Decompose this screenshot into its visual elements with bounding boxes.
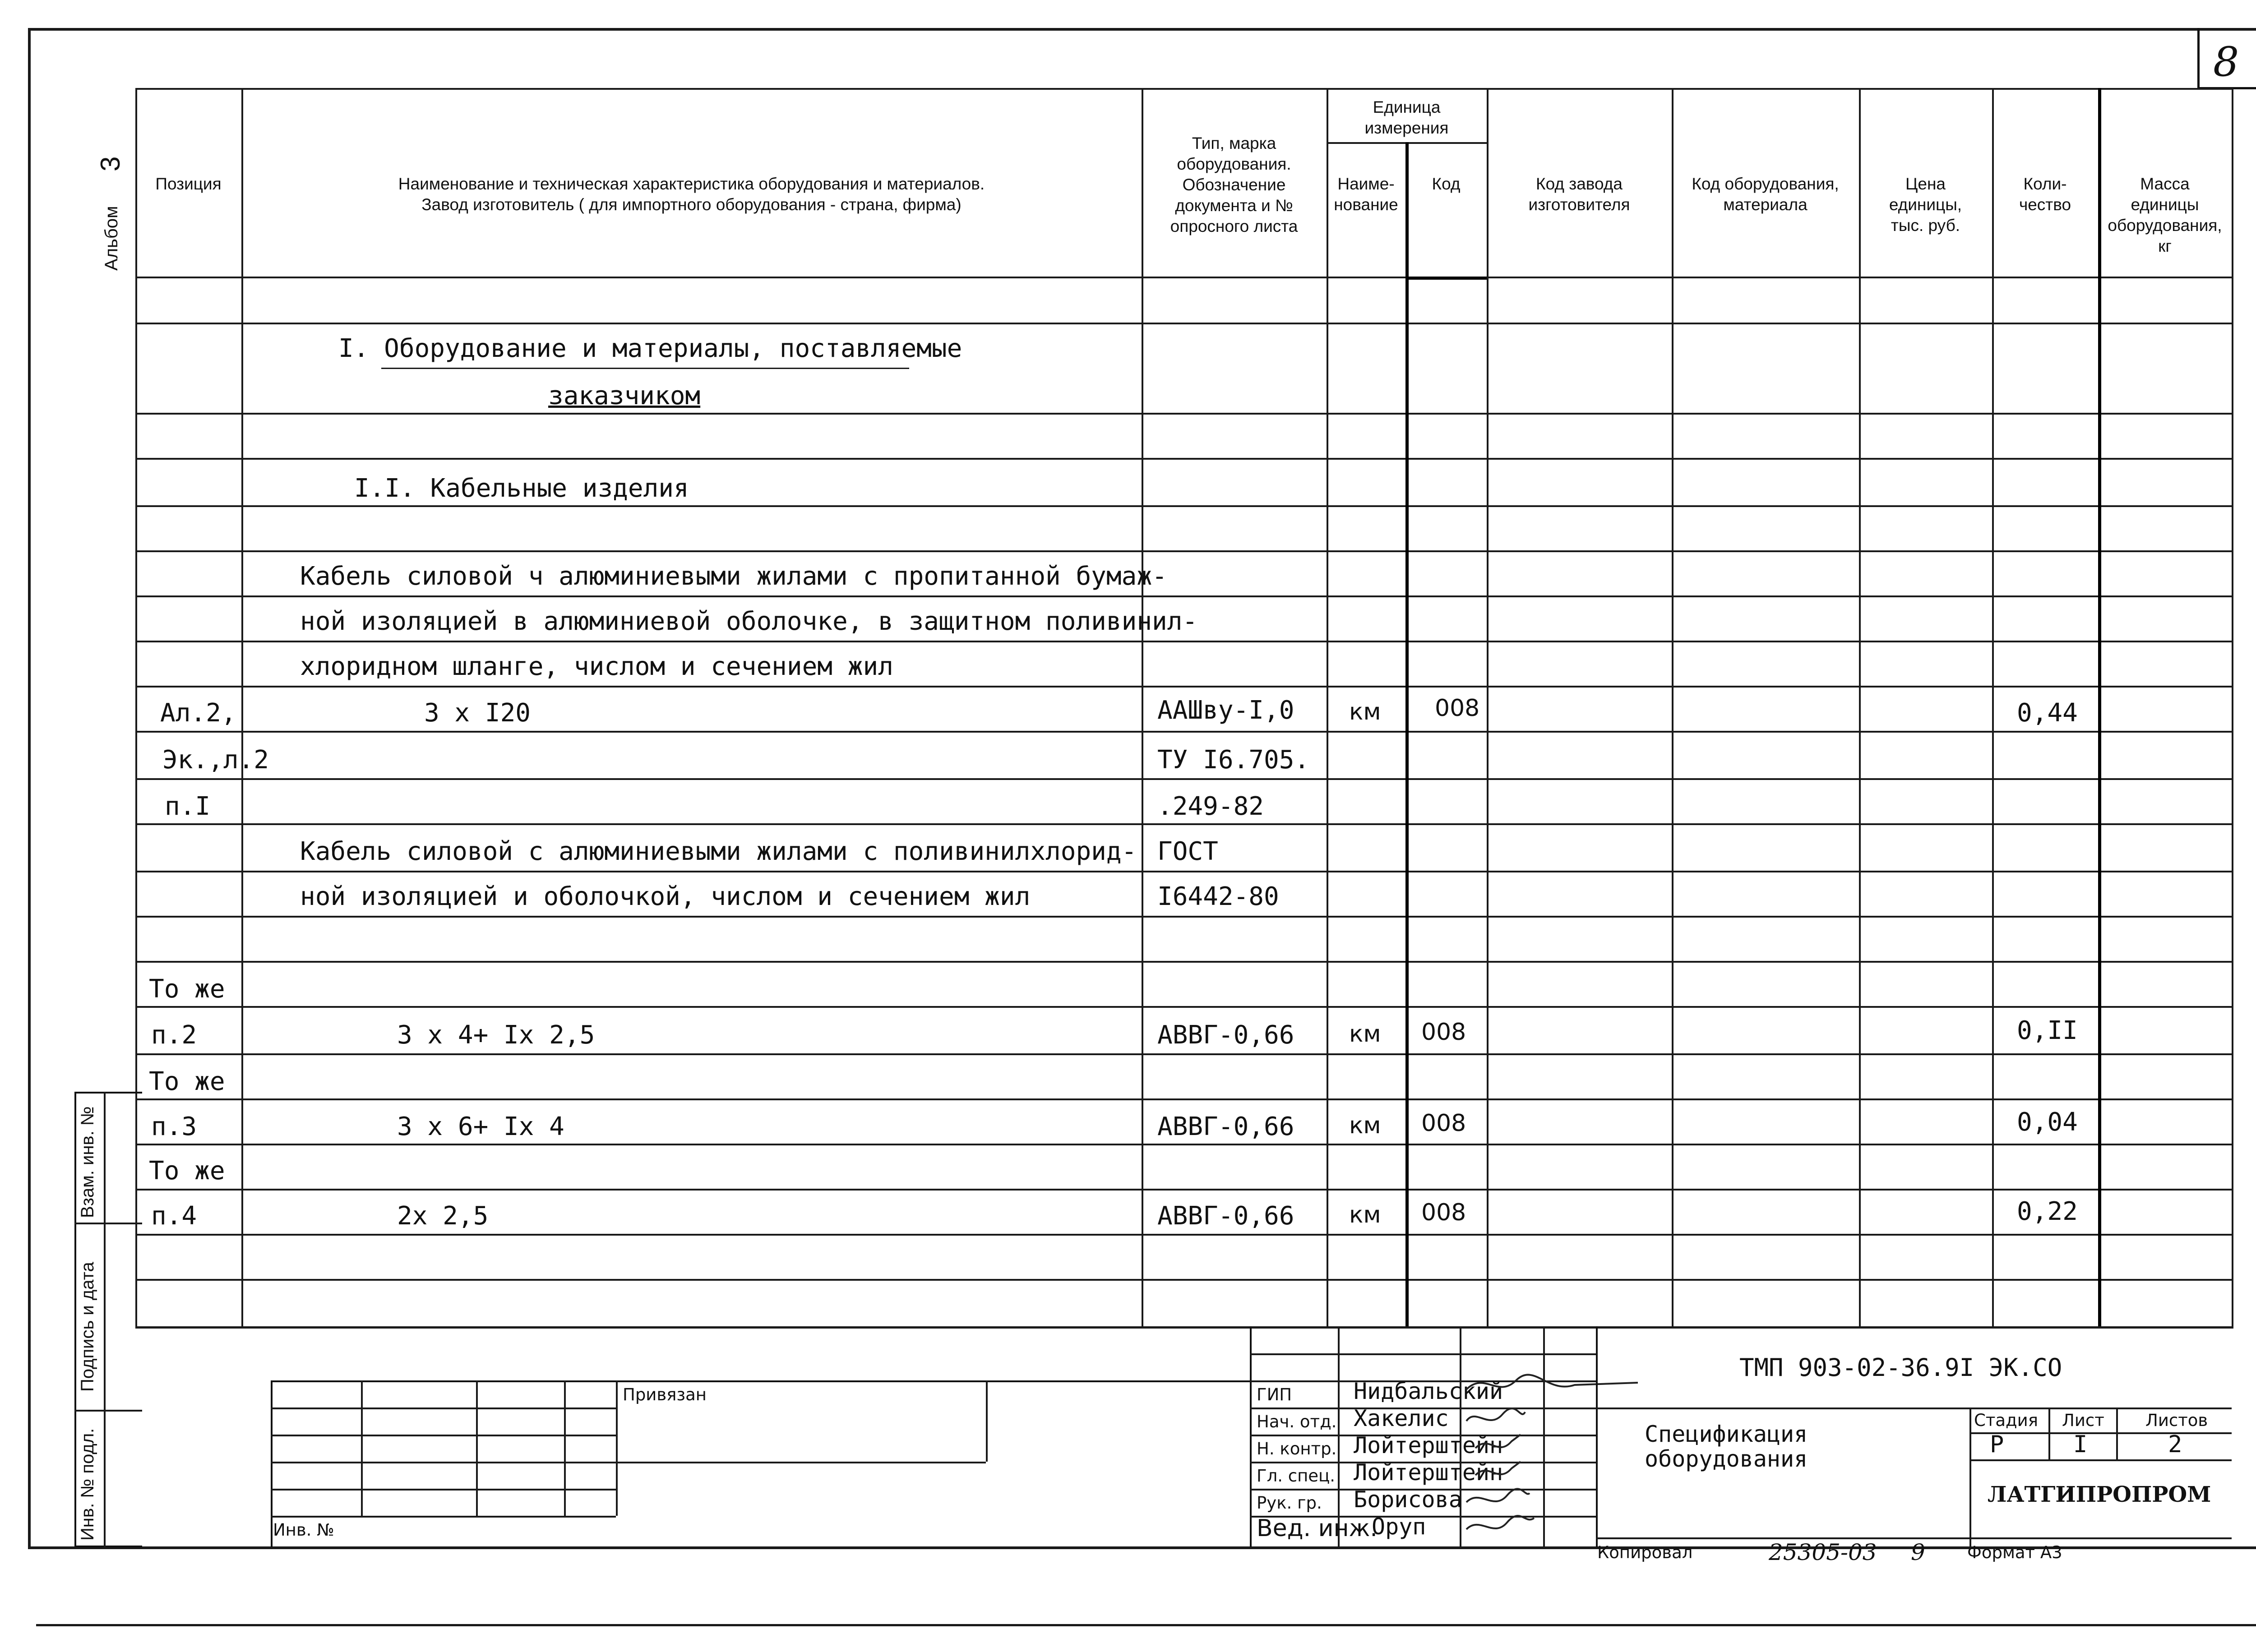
row-line [135,550,2233,552]
signature-mark [1466,1489,1530,1502]
signer-name: Оруп [1372,1514,1426,1540]
row-type: ТУ I6.705. [1157,745,1310,775]
side-label-inv-podl: Инв. № подл. [78,1428,97,1541]
cable1-desc-3: хлоридном шланге, числом и сечением жил [300,652,893,681]
row-code: 008 [1421,1199,1466,1226]
row-line [135,916,2233,918]
row-line [135,731,2233,733]
header-mass: Масса единицы оборудования, кг [2108,175,2222,255]
row-position: п.3 [151,1112,197,1141]
row-line [135,1189,2233,1191]
row-quantity: 0,22 [2017,1197,2078,1226]
header-bottom-line [135,277,2233,278]
row-position: Эк.,л.2 [162,745,269,775]
row-line [135,778,2233,780]
header-unit-name: Наиме- нование [1334,175,1398,214]
document-code: ТМП 903-02-36.9I ЭК.СО [1739,1353,2062,1382]
row-type: АВВГ-0,66 [1157,1020,1294,1050]
header-price: Цена единицы, тыс. руб. [1889,175,1962,235]
privyazan-grid-line [986,1380,988,1462]
table-top-line [135,88,2233,90]
header-quantity: Коли- чество [2019,175,2071,214]
row-unit: км [1349,698,1381,725]
row-position: То же [149,1067,225,1096]
row-name: 3 x I20 [424,698,531,728]
col-line [1672,88,1674,1326]
row-line [135,1053,2233,1055]
format-label: Формат А3 [1967,1543,2062,1562]
signer-name: Лойтерштейн [1354,1432,1503,1458]
row-line [135,686,2233,688]
role-label: Вед. инж. [1257,1515,1378,1542]
title-block-line [2116,1407,2118,1459]
row-line [135,641,2233,642]
side-stamp-divider [104,1092,106,1547]
album-label: Альбом [102,206,121,271]
signature-mark [1475,1462,1521,1475]
header-name: Наименование и техническая характеристика оборудования и материалов. Завод изготовитель ( для импортного оборудования - страна, фирма) [398,175,985,214]
sheet-label: Лист [2062,1411,2104,1430]
role-label: Рук. гр. [1257,1493,1322,1513]
copied-label: Копировал [1597,1543,1693,1562]
sig-grid-line [1338,1326,1340,1547]
row-type: АВВГ-0,66 [1157,1112,1294,1141]
row-line [135,1279,2233,1281]
privyazan-grid-line [361,1380,363,1516]
row-position: То же [149,974,225,1004]
role-label: ГИП [1257,1385,1292,1404]
privyazan-label: Привязан [623,1385,707,1404]
album-number: 3 [95,156,125,171]
sheet-number: 8 [2213,38,2239,86]
col-line [1992,88,1994,1326]
signer-name: Хакелис [1354,1405,1449,1431]
row-line [135,323,2233,324]
header-equipment-code: Код оборудования, материала [1692,175,1839,214]
privyazan-grid-line [564,1380,566,1516]
cable2-desc-2: ной изоляцией и оболочкой, числом и сечением жил [300,882,1031,911]
sig-grid-line [1250,1353,1597,1355]
row-line [135,1006,2233,1008]
col-line [241,88,243,1326]
inv-no-label: Инв. № [273,1520,334,1540]
signature-mark [1466,1516,1534,1529]
privyazan-grid-line [476,1380,478,1516]
stage-value: Р [1990,1431,2004,1458]
row-line [135,1144,2233,1145]
signature-mark [1475,1435,1521,1448]
privyazan-block [271,1380,1250,1547]
col-line [1142,88,1143,1326]
privyazan-grid-line [271,1516,616,1518]
col-line [2098,88,2101,1326]
row-type: ААШву-I,0 [1157,696,1294,725]
col-line [1859,88,1861,1326]
signer-name: Нидбальский [1354,1378,1503,1404]
title-block-line [1969,1407,1971,1547]
row-position: п.4 [151,1201,197,1231]
header-position: Позиция [155,175,222,193]
header-unit-code: Код [1432,175,1461,193]
side-stamp-line [74,1223,142,1224]
role-label: Нач. отд. [1257,1412,1337,1431]
row-unit: км [1349,1112,1381,1139]
side-label-podpis: Подпись и дата [78,1262,97,1392]
document-title-1: Спецификация [1645,1421,1808,1447]
col-line [1327,88,1328,1326]
row-quantity: 0,04 [2017,1107,2078,1137]
role-label: Гл. спец. [1257,1466,1335,1486]
row-type: ГОСТ [1157,837,1218,866]
sheet-value: I [2073,1431,2088,1458]
row-line [135,413,2233,415]
row-code: 008 [1421,1110,1466,1137]
row-quantity: 0,II [2017,1016,2078,1045]
col-line [1405,142,1409,1326]
privyazan-grid-line [616,1462,986,1463]
signer-name: Лойтерштейн [1354,1459,1503,1486]
header-unit: Единица измерения [1364,98,1449,137]
copy-sheet: 9 [1911,1539,1925,1565]
sheets-value: 2 [2168,1431,2182,1458]
header-type: Тип, марка оборудования. Обозначение документа и № опросного листа [1170,134,1298,235]
header-plant-code: Код завода изготовителя [1528,175,1630,214]
stage-label: Стадия [1974,1411,2038,1430]
copy-number: 25305-03 [1769,1539,1877,1565]
row-line [135,1234,2233,1236]
cable2-desc-1: Кабель силовой с алюминиевыми жилами с поливинилхлорид- [300,837,1137,866]
row-name: 3 x 6+ Ix 4 [397,1112,564,1141]
row-unit: км [1349,1201,1381,1228]
row-unit: км [1349,1020,1381,1047]
bottom-trim-line [36,1624,2256,1626]
section-title-underline [381,368,909,369]
row-type: .249-82 [1157,792,1264,821]
row-line [135,823,2233,825]
col-line [1487,88,1489,1326]
row-name: 3 x 4+ Ix 2,5 [397,1020,595,1050]
code-col-top [1405,277,1487,280]
side-stamp-line [74,1410,142,1412]
title-block-line [1969,1459,2232,1461]
title-block-line [2048,1407,2050,1459]
cable1-desc-2: ной изоляцией в алюминиевой оболочке, в защитном поливинил- [300,607,1198,636]
row-position: То же [149,1156,225,1186]
col-line [2232,88,2233,1326]
role-label: Н. контр. [1257,1439,1337,1458]
side-label-vzam: Взам. инв. № [78,1106,97,1218]
sheets-label: Листов [2145,1411,2208,1430]
row-type: I6442-80 [1157,882,1279,911]
row-position: п.I [165,792,211,821]
privyazan-grid-line [616,1380,618,1516]
row-line [135,595,2233,597]
row-code: 008 [1421,1019,1466,1046]
document-title-2: оборудования [1645,1446,1808,1472]
signer-name: Борисова [1354,1486,1462,1513]
section-title-line1: I. Оборудование и материалы, поставляемые [338,334,962,363]
row-position: Ал.2, [160,698,236,728]
row-quantity: 0,44 [2017,698,2078,728]
organization: ЛАТГИПРОПРОМ [1988,1482,2211,1507]
signature-mark [1466,1408,1525,1421]
subsection-title: I.I. Кабельные изделия [354,474,689,503]
row-line [135,961,2233,963]
row-code: 008 [1435,695,1480,722]
section-title-line2: заказчиком [548,381,701,411]
title-block-line [1969,1432,2232,1434]
row-position: п.2 [151,1020,197,1050]
row-line [135,871,2233,872]
cable1-desc-1: Кабель силовой ч алюминиевыми жилами с пропитанной бумаж- [300,562,1167,591]
row-name: 2x 2,5 [397,1201,489,1231]
row-line [135,458,2233,460]
row-line [135,505,2233,507]
row-line [135,1098,2233,1100]
row-type: АВВГ-0,66 [1157,1201,1294,1231]
title-block-line [1596,1407,2232,1409]
